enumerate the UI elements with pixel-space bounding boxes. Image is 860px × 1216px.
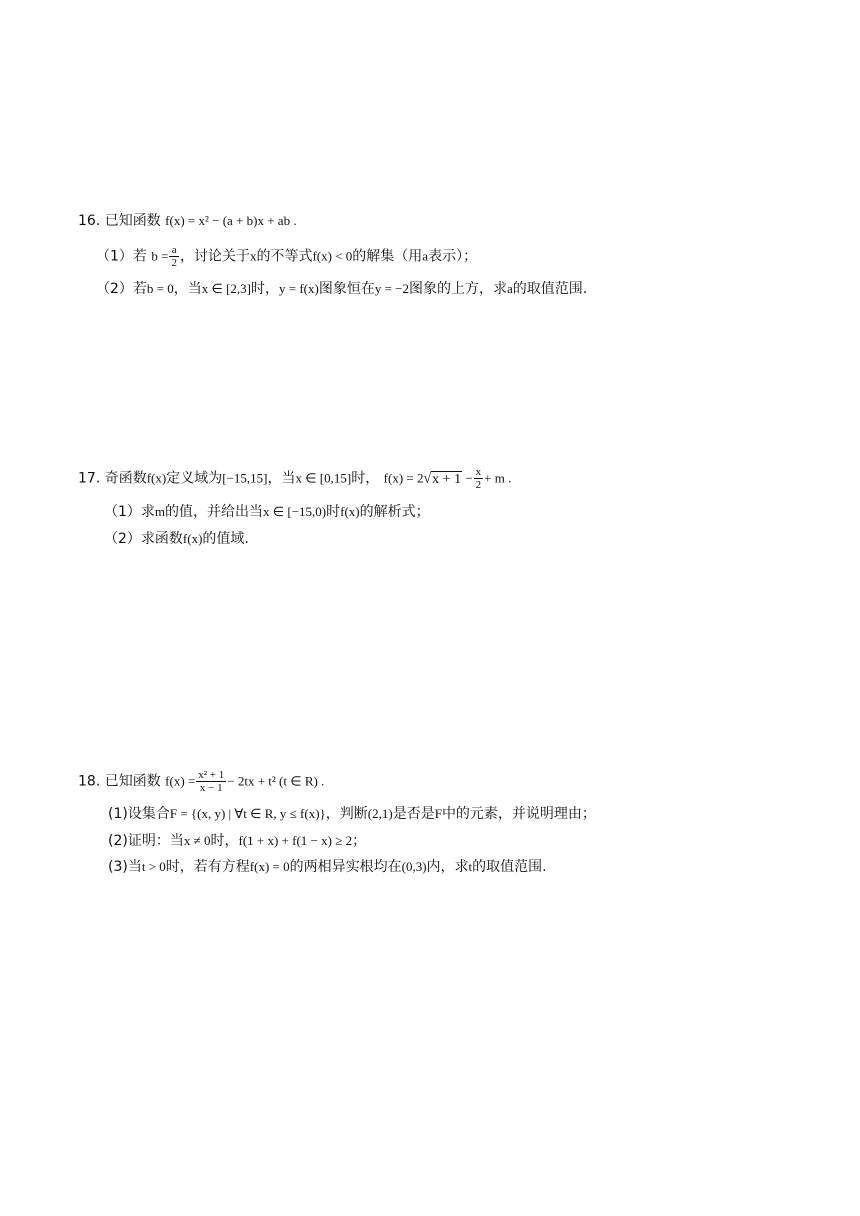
- fraction-denominator: 2: [475, 479, 482, 491]
- part-formula: F: [434, 806, 442, 821]
- part-label: （2）: [96, 281, 133, 297]
- stem-formula: + m .: [484, 470, 512, 486]
- problem-number: 17.: [78, 470, 101, 487]
- part-formula: x ≠ 0: [183, 833, 211, 848]
- part-text: 是否是: [392, 806, 435, 822]
- problem-17-part-1: [104, 502, 430, 522]
- fraction: [474, 466, 484, 491]
- part-text: 的解集（用: [352, 248, 423, 265]
- stem-text: 时，: [351, 470, 380, 487]
- stem-formula: [−15,15]: [222, 470, 268, 486]
- part-label: (2): [108, 833, 128, 849]
- part-formula: y = f(x): [279, 281, 319, 296]
- problem-16-part-2: [96, 279, 587, 299]
- part-text: 的取值范围.: [512, 281, 588, 297]
- part-text: ，当: [173, 281, 202, 297]
- part-text: 时，: [251, 281, 279, 297]
- stem-formula: f(x) =: [165, 773, 196, 789]
- part-formula: F = {(x, y) | ∀t ∈ R, y ≤ f(x)}: [169, 806, 326, 821]
- part-formula: a: [422, 248, 429, 264]
- part-formula: (0,3): [401, 859, 427, 874]
- part-text: 当: [127, 859, 142, 875]
- problem-18-part-1: [108, 804, 596, 824]
- problem-18-part-2: [108, 831, 366, 851]
- part-formula: x ∈ [−15,0): [263, 504, 327, 519]
- stem-formula: f(x) = 2: [383, 470, 424, 486]
- part-text: 表示）；: [428, 248, 478, 265]
- problem-16-stem: [78, 211, 297, 231]
- part-formula: t: [468, 859, 473, 874]
- fraction-denominator: 2: [171, 257, 177, 269]
- stem-formula: x ∈ [0,15]: [295, 470, 352, 486]
- stem-text: 已知函数: [104, 213, 161, 229]
- part-text: 若: [132, 281, 147, 297]
- part-text: 图象的上方，求: [409, 281, 507, 297]
- fraction-numerator: a: [169, 244, 179, 257]
- fraction-denominator: x − 1: [199, 782, 223, 794]
- problem-17-stem: [78, 466, 511, 491]
- part-text: 的解析式；: [359, 504, 430, 520]
- part-formula: x: [249, 248, 257, 264]
- radicand: x + 1: [432, 471, 462, 487]
- part-formula: b = 0: [146, 281, 174, 296]
- part-text: 的取值范围.: [472, 859, 547, 875]
- stem-formula: −: [462, 470, 473, 486]
- problem-17-part-2: [104, 529, 249, 549]
- part-formula: x ∈ [2,3]: [201, 281, 251, 296]
- stem-text: 定义域为: [166, 470, 223, 487]
- part-text: 若: [132, 248, 147, 265]
- part-label: （2）: [104, 531, 141, 547]
- part-text: 的两相异实根均在: [289, 859, 402, 875]
- part-formula: f(x) < 0: [312, 248, 353, 264]
- part-text: 的值，并给出当: [165, 504, 264, 520]
- stem-text: 已知函数: [104, 773, 161, 790]
- part-text: 的不等式: [256, 248, 313, 265]
- part-formula: (2,1): [367, 806, 393, 821]
- part-label: (3): [108, 859, 128, 875]
- part-text: 时，若有方程: [165, 859, 250, 875]
- problem-number: 16.: [78, 213, 101, 229]
- part-formula: a: [507, 281, 513, 296]
- part-label: (1): [108, 806, 128, 822]
- part-label: （1）: [104, 504, 141, 520]
- part-formula: t > 0: [141, 859, 166, 874]
- part-text: 内，求: [426, 859, 469, 875]
- stem-formula: f(x): [146, 470, 167, 486]
- stem-formula: f(x) = x² − (a + b)x + ab .: [165, 213, 297, 228]
- problem-18-stem: [78, 769, 324, 794]
- part-text: 证明：当: [127, 833, 184, 849]
- part-text: ，讨论关于: [179, 248, 250, 265]
- stem-formula: − 2tx + t² (t ∈ R) .: [227, 773, 325, 789]
- part-formula: f(x) = 0: [249, 859, 290, 874]
- part-formula: f(x): [182, 531, 203, 546]
- part-text: 图象恒在: [318, 281, 375, 297]
- part-text: 求函数: [140, 531, 183, 547]
- fraction: [196, 769, 226, 794]
- part-formula: y = −2: [374, 281, 409, 296]
- part-formula: b =: [151, 248, 169, 264]
- part-text: 设集合: [127, 806, 170, 822]
- part-text: 的值域.: [202, 531, 249, 547]
- stem-text: ，当: [267, 470, 296, 487]
- part-text: ；: [352, 833, 367, 849]
- part-text: 时，: [210, 833, 239, 849]
- stem-text: 奇函数: [104, 470, 147, 487]
- fraction: [169, 244, 179, 269]
- part-text: 时: [326, 504, 341, 520]
- square-root: √x + 1: [423, 471, 462, 487]
- problem-number: 18.: [78, 773, 101, 790]
- fraction-numerator: x: [475, 466, 482, 478]
- part-formula: f(1 + x) + f(1 − x) ≥ 2: [238, 833, 353, 848]
- part-text: 求: [140, 504, 155, 520]
- problem-16-part-1: [96, 244, 477, 269]
- part-text: ，判断: [325, 806, 368, 822]
- fraction-numerator: x² + 1: [198, 769, 225, 781]
- part-formula: m: [154, 504, 166, 519]
- part-label: （1）: [96, 248, 133, 265]
- part-text: 中的元素，并说明理由；: [441, 806, 596, 822]
- problem-18-part-3: [108, 857, 547, 877]
- part-formula: f(x): [340, 504, 360, 519]
